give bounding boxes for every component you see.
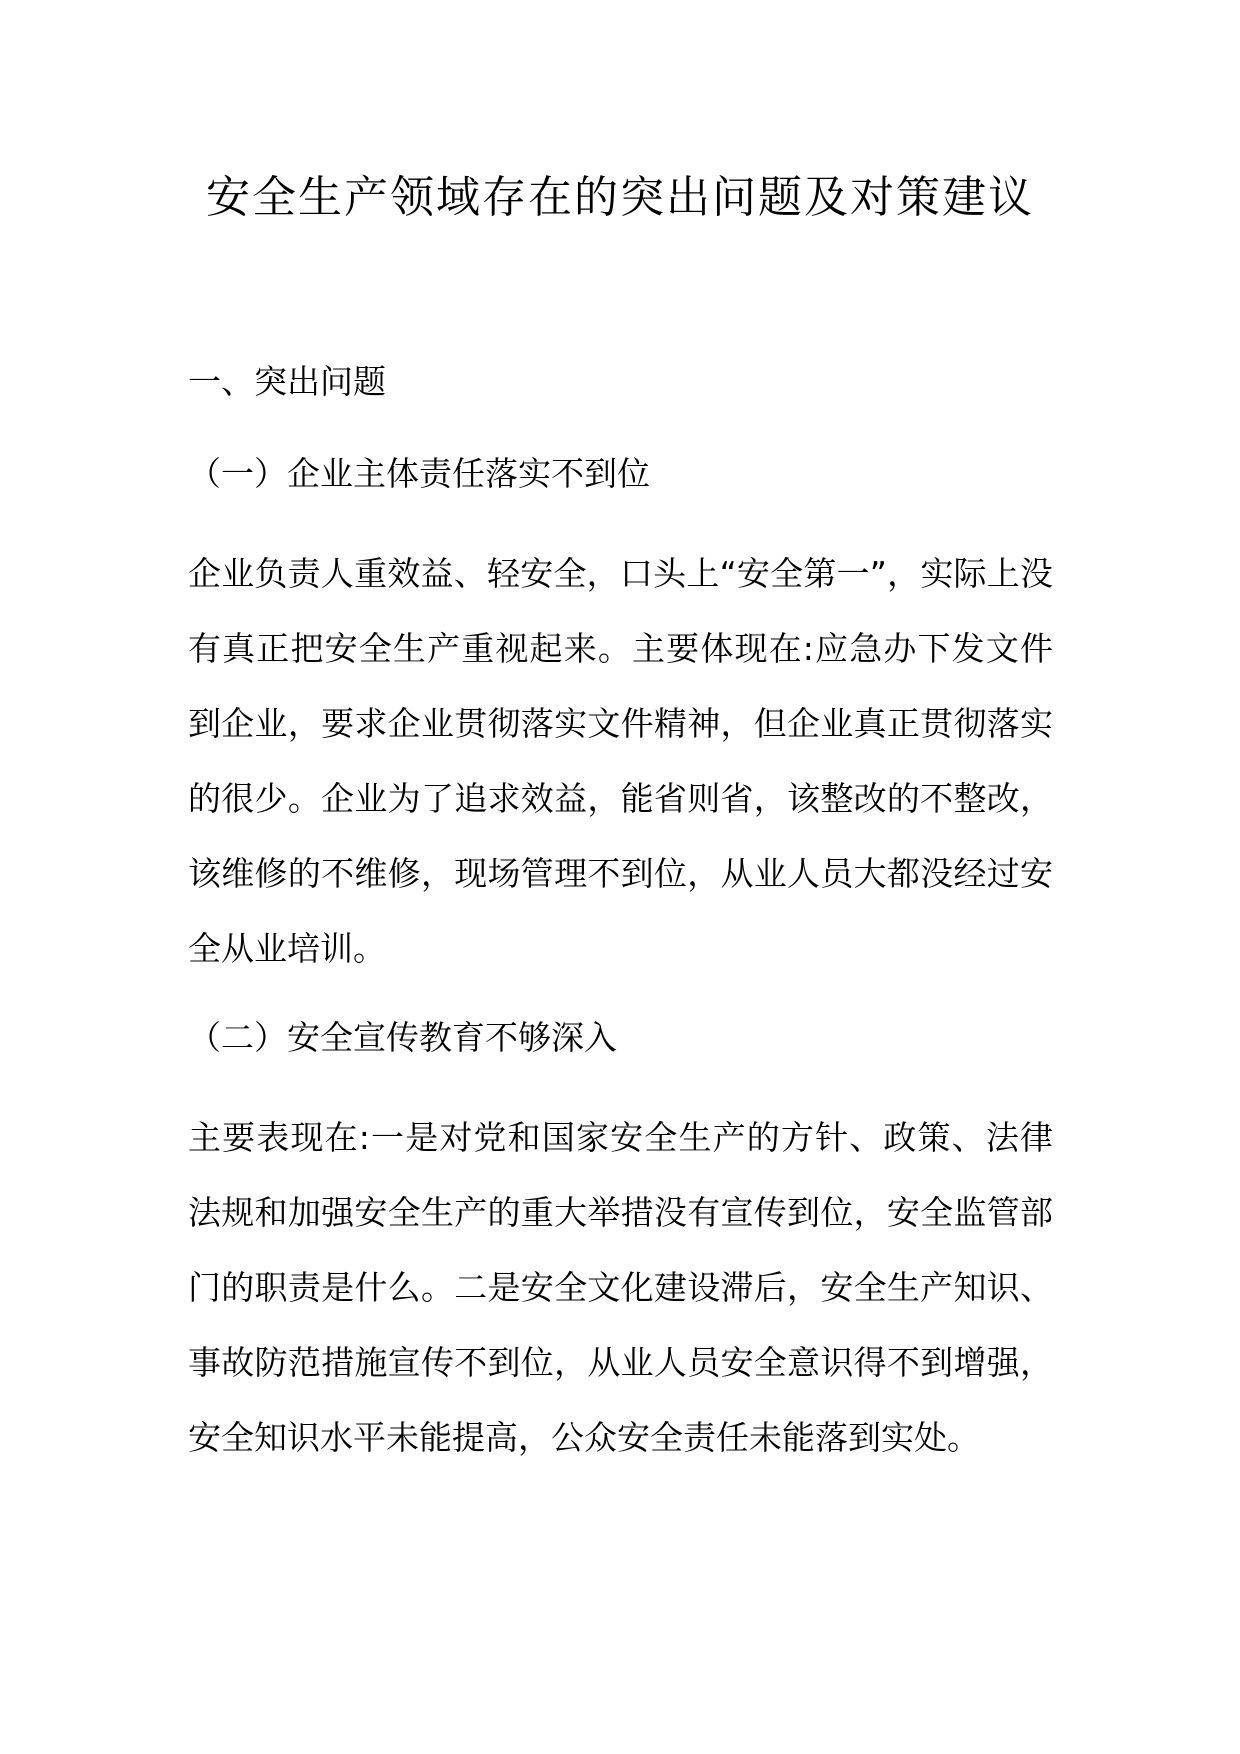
paragraph: 企业负责人重效益、轻安全，口头上“安全第一”，实际上没有真正把安全生产重视起来。主要体现在:应急办下发文件到企业，要求企业贯彻落实文件精神，但企业真正贯彻落实的很少。企业为了追求效益，能省则省，该整改的不整改，该维修的不维修，现场管理不到位，从业人员大都没经过安全从业培训。 (188, 554, 1053, 968)
document-body (188, 356, 1053, 1501)
subsection-heading: （二）安全宣传教育不够深入 (188, 1018, 617, 1057)
subsection-heading: （一）企业主体责任落实不到位 (188, 454, 650, 493)
section-heading: 一、突出问题 (188, 362, 386, 401)
document-title: 安全生产领域存在的突出问题及对策建议 (206, 172, 1034, 223)
paragraph: 主要表现在:一是对党和国家安全生产的方针、政策、法律法规和加强安全生产的重大举措没有宣传到位，安全监管部门的职责是什么。二是安全文化建设滞后，安全生产知识、事故防范措施宣传不到位，从业人员安全意识得不到增强，安全知识水平未能提高，公众安全责任未能落到实处。 (188, 1118, 1053, 1457)
